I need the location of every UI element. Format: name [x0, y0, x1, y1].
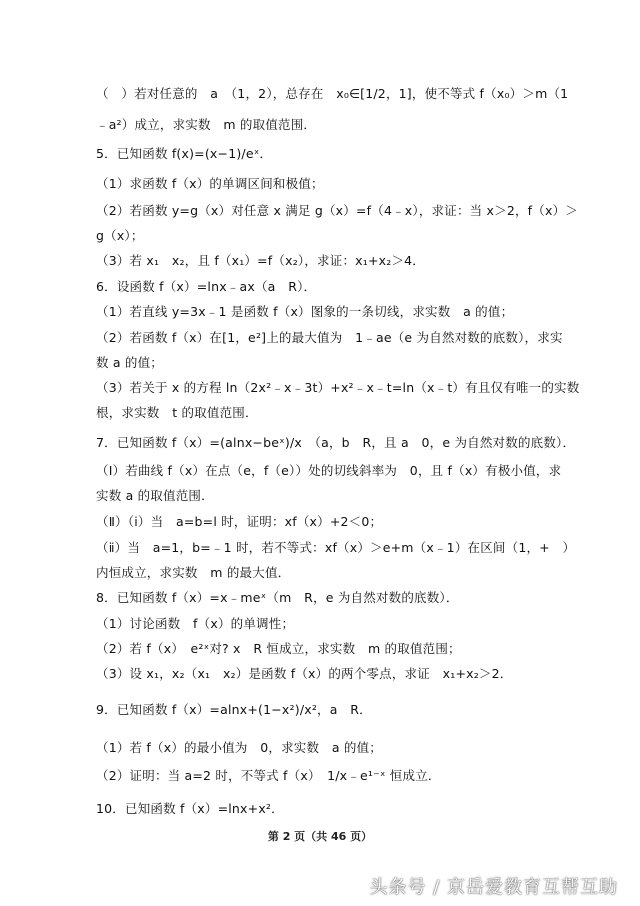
text-line: 9．已知函数 f（x）=alnx+(1−x²)/x²，a R． — [96, 702, 372, 717]
text-line: （2）若函数 y=g（x）对任意 x 满足 g（x）=f（4﹣x），求证：当 x＞2，f（x）＞ — [96, 203, 578, 218]
watermark: 头条号 / 京岳爱教育互帮互助 — [369, 877, 618, 898]
text-line: g（x）； — [96, 228, 144, 243]
text-line: 6．设函数 f（x）=lnx﹣ax（a R）． — [96, 279, 317, 294]
text-line: 内恒成立，求实数 m 的最大值． — [96, 565, 291, 580]
text-line: （Ⅰ）若曲线 f（x）在点（e，f（e））处的切线斜率为 0，且 f（x）有极小值，求 — [96, 463, 562, 478]
text-line: （1）求函数 f（x）的单调区间和极值； — [96, 176, 324, 191]
text-line: 8．已知函数 f（x）=x﹣meˣ（m R，e 为自然对数的底数）． — [96, 590, 459, 605]
text-line: 10．已知函数 f（x）=lnx+x²． — [96, 801, 284, 816]
text-line: （3）设 x₁，x₂（x₁ x₂）是函数 f（x）的两个零点，求证 x₁+x₂＞2． — [96, 666, 513, 681]
text-line: （2）证明：当 a=2 时，不等式 f（x） 1/x﹣e¹⁻ˣ 恒成立． — [96, 768, 441, 783]
text-line: 7．已知函数 f（x）=(alnx−beˣ)/x （a，b R，且 a 0，e 为自然对数的底数）． — [96, 435, 576, 450]
text-line: （2）若函数 f（x）在[1，e²]上的最大值为 1﹣ae（e 为自然对数的底数），求实 — [96, 330, 563, 345]
text-line: （3）若关于 x 的方程 ln（2x²﹣x﹣3t）+x²﹣x﹣t=ln（x﹣t）有且仅有唯一的实数 — [96, 380, 580, 395]
text-line: 5．已知函数 f(x)=(x−1)/eˣ． — [96, 146, 273, 161]
text-line: （Ⅱ）（ⅰ）当 a=b=l 时，证明：xf（x）+2＜0； — [96, 514, 383, 529]
text-line: 根，求实数 t 的取值范围． — [96, 405, 258, 420]
text-line: 实数 a 的取值范围． — [96, 488, 214, 503]
text-line: （2）若 f（x） e²ˣ对? x R 恒成立，求实数 m 的取值范围； — [96, 641, 461, 656]
text-line: （1）讨论函数 f（x）的单调性； — [96, 616, 295, 631]
text-line: （ⅱ）当 a=1，b=﹣1 时，若不等式：xf（x）＞e+m（x﹣1）在区间（1，+ ） — [96, 540, 576, 555]
text-line: （3）若 x₁ x₂，且 f（x₁）=f（x₂），求证：x₁+x₂＞4． — [96, 253, 426, 268]
text-line: 数 a 的值； — [96, 355, 164, 370]
text-line: ﹣a²）成立，求实数 m 的取值范围． — [96, 117, 317, 132]
text-line: （1）若 f（x）的最小值为 0，求实数 a 的值； — [96, 740, 383, 755]
text-line: （1）若直线 y=3x﹣1 是函数 f（x）图象的一条切线，求实数 a 的值； — [96, 304, 514, 319]
text-line: （ ）若对任意的 a （1，2），总存在 x₀∈[1/2，1]，使不等式 f（x₀）＞m（1 — [96, 86, 569, 101]
page-footer: 第 2 页（共 46 页） — [267, 830, 373, 843]
